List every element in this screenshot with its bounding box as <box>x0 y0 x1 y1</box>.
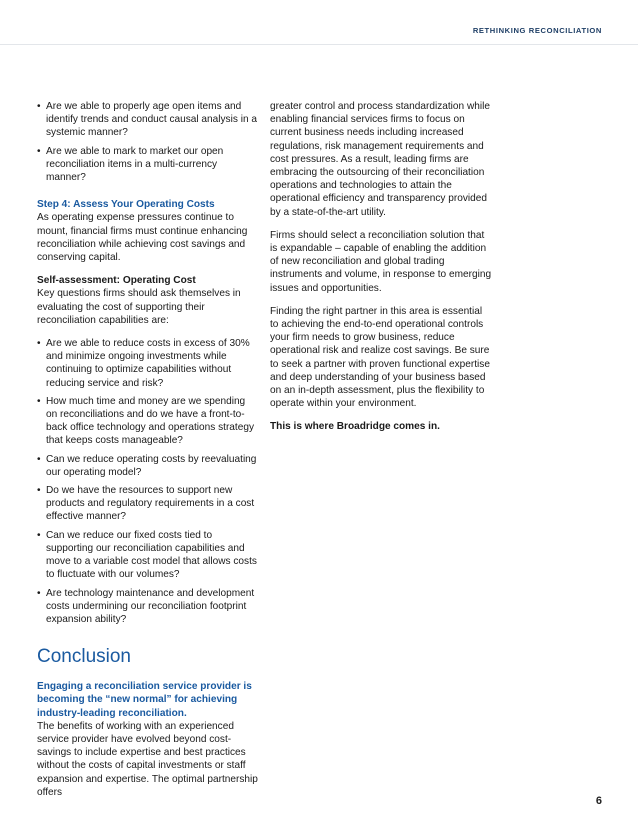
list-item: • Do we have the resources to support new products and regulatory requirements in a cost effective manner? <box>37 484 259 524</box>
list-item: • Can we reduce our fixed costs tied to supporting our reconciliation capabilities and move to a variable cost model that allows costs to fluctuate with our volumes? <box>37 529 259 582</box>
step4-body: As operating expense pressures continue to mount, financial firms must continue enhancing reconciliation while achieving cost savings and conserving capital. <box>37 212 248 264</box>
page-number: 6 <box>595 795 602 807</box>
running-head: RETHINKING RECONCILIATION <box>472 26 602 35</box>
paragraph: greater control and process standardization while enabling financial services firms to focus on current business needs including increased regulations, risk management requirements and cost pressures. As a result, leading firms are embracing the outsourcing of their reconciliation operations and technologies to attain the operational efficiency and transparency provided by a state-of-the-art utility. <box>270 101 490 218</box>
question-list-top <box>37 100 259 184</box>
closing-statement: This is where Broadridge comes in. <box>270 421 440 433</box>
list-item: • Are we able to reduce costs in excess of 30% and minimize ongoing investments while continuing to optimize capabilities without reducing service and risk? <box>37 337 259 390</box>
step4-heading: Step 4: Assess Your Operating Costs <box>37 199 215 211</box>
header-divider <box>0 44 638 45</box>
conclusion-subheading: Engaging a reconciliation service provider is becoming the “new normal” for achieving industry-leading reconciliation. <box>37 681 252 719</box>
question-list-cost <box>37 337 259 626</box>
conclusion-heading: Conclusion <box>37 646 131 668</box>
list-item: • Are we able to properly age open items and identify trends and conduct causal analysis in a systemic manner? <box>37 100 259 140</box>
list-item: • Are we able to mark to market our open reconciliation items in a multi-currency manner? <box>37 145 259 185</box>
self-assessment-body: Key questions firms should ask themselves in evaluating the cost of supporting their reconciliation capabilities are: <box>37 288 241 326</box>
list-item: • How much time and money are we spending on reconciliations and do we have a front-to-back office technology and operations strategy that keeps costs manageable? <box>37 395 259 448</box>
list-item: • Are technology maintenance and development costs undermining our reconciliation footprint expansion ability? <box>37 587 259 627</box>
paragraph: Firms should select a reconciliation solution that is expandable – capable of enabling the addition of new reconciliation and global trading instruments and volume, in response to emerging issues and opportunities. <box>270 229 492 294</box>
left-column <box>37 100 259 809</box>
right-column <box>270 100 492 444</box>
paragraph: Finding the right partner in this area is essential to achieving the end-to-end operational controls your firm needs to grow business, reduce operational risk and realize cost savings. Be sure to seek a partner with proven functional expertise and deep understanding of your business based on an in-depth assessment, plus the flexibility to operate within your environment. <box>270 305 490 410</box>
self-assessment-heading: Self-assessment: Operating Cost <box>37 275 196 287</box>
list-item: • Can we reduce operating costs by reevaluating our operating model? <box>37 453 259 479</box>
conclusion-body: The benefits of working with an experienced service provider have evolved beyond cost-savings to include expertise and best practices without the costs of capital investments or staff expansion and expertise. The optimal partnership offers <box>37 720 258 798</box>
